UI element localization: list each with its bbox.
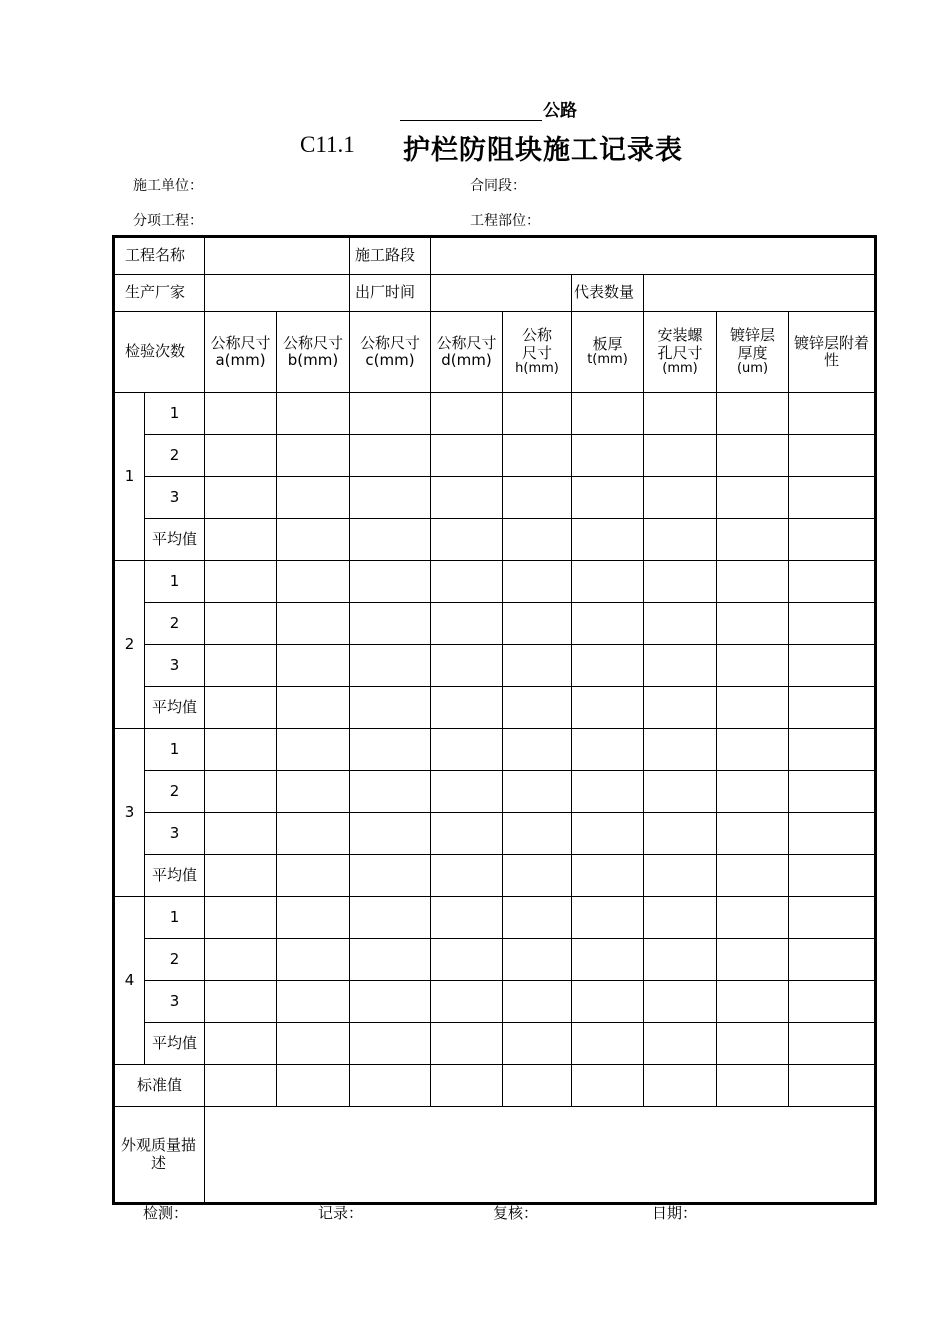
- measurement-cell[interactable]: [503, 855, 572, 897]
- col-t-line2: t(mm): [587, 352, 628, 368]
- manufacturer-value[interactable]: [205, 275, 350, 312]
- form-code: C11.1: [300, 132, 355, 157]
- measurement-cell[interactable]: [644, 897, 717, 939]
- measurement-cell[interactable]: [503, 897, 572, 939]
- measurement-cell[interactable]: [277, 645, 350, 687]
- contract-section-label: 合同段：: [470, 178, 526, 194]
- table-row: [115, 477, 875, 519]
- measurement-cell[interactable]: [205, 687, 277, 729]
- measurement-cell[interactable]: [431, 981, 503, 1023]
- measurement-cell[interactable]: [717, 687, 789, 729]
- measurement-cell[interactable]: [717, 1023, 789, 1065]
- measurement-cell[interactable]: [277, 855, 350, 897]
- measurement-cell[interactable]: [277, 393, 350, 435]
- measurement-cell[interactable]: [503, 981, 572, 1023]
- measurement-cell[interactable]: [717, 435, 789, 477]
- measurement-cell[interactable]: [205, 519, 277, 561]
- table-row: [115, 1023, 875, 1065]
- col-bolt-line3: (mm): [662, 360, 698, 376]
- measurement-cell[interactable]: [205, 729, 277, 771]
- measurement-cell[interactable]: [789, 561, 875, 603]
- standard-cell[interactable]: [572, 1065, 644, 1107]
- form-title: 护栏防阻块施工记录表: [403, 135, 683, 166]
- measurement-cell[interactable]: [503, 729, 572, 771]
- measurement-cell[interactable]: [431, 939, 503, 981]
- measurement-cell[interactable]: [205, 603, 277, 645]
- col-h-line1: 公称: [521, 326, 552, 345]
- measurement-cell[interactable]: [572, 561, 644, 603]
- measurement-cell[interactable]: [572, 855, 644, 897]
- measurement-cell[interactable]: [350, 477, 431, 519]
- measurement-cell[interactable]: [789, 519, 875, 561]
- measurement-cell[interactable]: [503, 1023, 572, 1065]
- measurement-cell[interactable]: [789, 603, 875, 645]
- row-label: 1: [145, 729, 205, 771]
- measurement-cell[interactable]: [431, 519, 503, 561]
- standard-cell[interactable]: [205, 1065, 277, 1107]
- measurement-cell[interactable]: [789, 729, 875, 771]
- measurement-cell[interactable]: [644, 603, 717, 645]
- measurement-cell[interactable]: [644, 771, 717, 813]
- row-label: 2: [145, 939, 205, 981]
- measurement-cell[interactable]: [789, 435, 875, 477]
- col-h-line3: h(mm): [515, 360, 559, 376]
- measurement-cell[interactable]: [205, 645, 277, 687]
- standard-cell[interactable]: [431, 1065, 503, 1107]
- measurement-cell[interactable]: [717, 603, 789, 645]
- table-row: [115, 687, 875, 729]
- measurement-cell[interactable]: [431, 897, 503, 939]
- measurement-cell[interactable]: [350, 435, 431, 477]
- measurement-cell[interactable]: [789, 1023, 875, 1065]
- row-label: 3: [145, 477, 205, 519]
- measurement-cell[interactable]: [644, 393, 717, 435]
- measurement-cell[interactable]: [431, 1023, 503, 1065]
- table-row: [115, 645, 875, 687]
- col-bolt-line2: 孔尺寸: [657, 343, 703, 362]
- measurement-cell[interactable]: [717, 813, 789, 855]
- measurement-cell[interactable]: [789, 393, 875, 435]
- measurement-cell[interactable]: [717, 771, 789, 813]
- col-bolt-header: [644, 312, 717, 393]
- measurement-cell[interactable]: [572, 393, 644, 435]
- measurement-cell[interactable]: [717, 477, 789, 519]
- measurement-cell[interactable]: [205, 897, 277, 939]
- measurement-cell[interactable]: [277, 477, 350, 519]
- standard-cell[interactable]: [644, 1065, 717, 1107]
- measurement-cell[interactable]: [431, 435, 503, 477]
- table-row: [115, 435, 875, 477]
- table-row: [115, 771, 875, 813]
- project-part-label: 工程部位：: [470, 213, 540, 229]
- measurement-cell[interactable]: [350, 519, 431, 561]
- measurement-cell[interactable]: [789, 645, 875, 687]
- measurement-cell[interactable]: [277, 435, 350, 477]
- measurement-cell[interactable]: [789, 477, 875, 519]
- measurement-cell[interactable]: [350, 897, 431, 939]
- measurement-cell[interactable]: [431, 393, 503, 435]
- measurement-cell[interactable]: [644, 645, 717, 687]
- table-row: [115, 729, 875, 771]
- manufacturer-label: 生产厂家: [115, 275, 205, 312]
- table-row: [115, 855, 875, 897]
- measurement-cell[interactable]: [205, 855, 277, 897]
- measurement-cell[interactable]: [717, 729, 789, 771]
- col-zinc-thickness-header: [717, 312, 789, 393]
- col-c-header: 公称尺寸c(mm): [350, 312, 431, 393]
- measurement-cell[interactable]: [503, 561, 572, 603]
- measurement-cell[interactable]: [350, 393, 431, 435]
- col-zinc-line2: 厚度: [737, 343, 768, 362]
- quantity-label: 代表数量: [572, 275, 644, 312]
- table-row: [115, 561, 875, 603]
- row-label: 3: [145, 981, 205, 1023]
- factory-time-value[interactable]: [431, 275, 572, 312]
- measurement-cell[interactable]: [205, 813, 277, 855]
- appearance-description-field[interactable]: [205, 1107, 875, 1203]
- tester-label: 检测：: [143, 1204, 189, 1222]
- measurement-cell[interactable]: [572, 645, 644, 687]
- measurement-cell[interactable]: [644, 729, 717, 771]
- measurement-cell[interactable]: [205, 393, 277, 435]
- measurement-cell[interactable]: [431, 813, 503, 855]
- measurement-cell[interactable]: [350, 981, 431, 1023]
- measurement-cell[interactable]: [644, 939, 717, 981]
- measurement-cell[interactable]: [431, 603, 503, 645]
- standard-cell[interactable]: [277, 1065, 350, 1107]
- row-label: 1: [145, 561, 205, 603]
- measurement-cell[interactable]: [572, 813, 644, 855]
- measurement-cell[interactable]: [503, 813, 572, 855]
- measurement-cell[interactable]: [503, 435, 572, 477]
- date-label: 日期：: [652, 1204, 698, 1222]
- measurement-cell[interactable]: [350, 729, 431, 771]
- measurement-cell[interactable]: [572, 729, 644, 771]
- table-row: [115, 603, 875, 645]
- standard-cell[interactable]: [717, 1065, 789, 1107]
- row-label: 平均值: [145, 687, 205, 729]
- measurement-cell[interactable]: [277, 729, 350, 771]
- measurement-cell[interactable]: [277, 687, 350, 729]
- measurement-cell[interactable]: [205, 939, 277, 981]
- measurement-cell[interactable]: [350, 603, 431, 645]
- col-adhesion-header: 镀锌层附着性: [789, 312, 875, 393]
- row-label: 1: [145, 393, 205, 435]
- measurement-cell[interactable]: [717, 939, 789, 981]
- measurement-cell[interactable]: [205, 771, 277, 813]
- measurement-cell[interactable]: [205, 435, 277, 477]
- record-table: [112, 235, 877, 1205]
- group-number: 3: [115, 729, 145, 897]
- measurement-cell[interactable]: [572, 687, 644, 729]
- measurement-cell[interactable]: [205, 981, 277, 1023]
- standard-cell[interactable]: [350, 1065, 431, 1107]
- road-suffix: 公路: [543, 101, 577, 121]
- reviewer-label: 复核：: [493, 1204, 539, 1222]
- measurement-cell[interactable]: [717, 645, 789, 687]
- measurement-cell[interactable]: [644, 981, 717, 1023]
- measurement-cell[interactable]: [350, 645, 431, 687]
- measurement-cell[interactable]: [717, 897, 789, 939]
- measurement-cell[interactable]: [717, 561, 789, 603]
- project-name-value[interactable]: [205, 238, 350, 275]
- measurement-cell[interactable]: [572, 981, 644, 1023]
- group-number: 4: [115, 897, 145, 1065]
- measurement-cell[interactable]: [503, 393, 572, 435]
- measurement-cell[interactable]: [503, 771, 572, 813]
- measurement-cell[interactable]: [431, 561, 503, 603]
- measurement-cell[interactable]: [431, 645, 503, 687]
- measurement-cell[interactable]: [789, 939, 875, 981]
- measurement-cell[interactable]: [644, 519, 717, 561]
- row-label: 2: [145, 771, 205, 813]
- measurement-cell[interactable]: [572, 1023, 644, 1065]
- measurement-cell[interactable]: [572, 771, 644, 813]
- measurement-cell[interactable]: [277, 981, 350, 1023]
- measurement-cell[interactable]: [350, 687, 431, 729]
- standard-cell[interactable]: [789, 1065, 875, 1107]
- measurement-cell[interactable]: [350, 771, 431, 813]
- recorder-label: 记录：: [318, 1204, 364, 1222]
- measurement-cell[interactable]: [644, 855, 717, 897]
- table-row: [115, 981, 875, 1023]
- group-number: 1: [115, 393, 145, 561]
- measurement-cell[interactable]: [431, 477, 503, 519]
- table-row: [115, 897, 875, 939]
- measurement-cell[interactable]: [350, 855, 431, 897]
- measurement-cell[interactable]: [789, 687, 875, 729]
- construction-unit-label: 施工单位：: [133, 178, 203, 194]
- measurement-cell[interactable]: [789, 855, 875, 897]
- measurement-cell[interactable]: [277, 939, 350, 981]
- measurement-cell[interactable]: [789, 813, 875, 855]
- measurement-cell[interactable]: [277, 771, 350, 813]
- measurement-cell[interactable]: [503, 519, 572, 561]
- group-number: 2: [115, 561, 145, 729]
- measurement-cell[interactable]: [503, 687, 572, 729]
- measurement-cell[interactable]: [572, 435, 644, 477]
- measurement-cell[interactable]: [205, 477, 277, 519]
- measurement-cell[interactable]: [431, 855, 503, 897]
- appearance-label: 外观质量描述: [115, 1107, 205, 1203]
- measurement-cell[interactable]: [277, 897, 350, 939]
- col-d-header: 公称尺寸d(mm): [431, 312, 503, 393]
- factory-time-label: 出厂时间: [350, 275, 431, 312]
- row-label: 1: [145, 897, 205, 939]
- measurement-cell[interactable]: [350, 1023, 431, 1065]
- col-h-line2: 尺寸: [521, 343, 552, 362]
- measurement-cell[interactable]: [789, 897, 875, 939]
- col-bolt-line1: 安装螺: [657, 326, 703, 345]
- standard-cell[interactable]: [503, 1065, 572, 1107]
- measurement-cell[interactable]: [205, 1023, 277, 1065]
- measurement-cell[interactable]: [644, 1023, 717, 1065]
- measurement-cell[interactable]: [789, 981, 875, 1023]
- row-label: 平均值: [145, 519, 205, 561]
- measurement-cell[interactable]: [644, 813, 717, 855]
- road-section-value[interactable]: [431, 238, 875, 275]
- inspection-groups: [115, 393, 875, 1065]
- table-row: [115, 519, 875, 561]
- measurement-cell[interactable]: [572, 939, 644, 981]
- measurement-cell[interactable]: [277, 561, 350, 603]
- measurement-cell[interactable]: [717, 393, 789, 435]
- measurement-cell[interactable]: [644, 561, 717, 603]
- measurement-cell[interactable]: [277, 603, 350, 645]
- measurement-cell[interactable]: [644, 687, 717, 729]
- col-t-line1: 板厚: [592, 334, 623, 353]
- measurement-cell[interactable]: [717, 855, 789, 897]
- measurement-cell[interactable]: [644, 477, 717, 519]
- measurement-cell[interactable]: [503, 477, 572, 519]
- measurement-cell[interactable]: [717, 981, 789, 1023]
- road-section-label: 施工路段: [350, 238, 431, 275]
- measurement-cell[interactable]: [572, 477, 644, 519]
- road-name-line: [400, 96, 577, 121]
- measurement-cell[interactable]: [277, 519, 350, 561]
- measurement-cell[interactable]: [572, 897, 644, 939]
- standard-value-label: 标准值: [115, 1065, 205, 1107]
- measurement-cell[interactable]: [350, 939, 431, 981]
- project-name-label: 工程名称: [115, 238, 205, 275]
- measurement-cell[interactable]: [644, 435, 717, 477]
- col-b-header: 公称尺寸b(mm): [277, 312, 350, 393]
- sub-project-label: 分项工程：: [133, 213, 203, 229]
- measurement-cell[interactable]: [789, 771, 875, 813]
- measurement-cell[interactable]: [205, 561, 277, 603]
- measurement-cell[interactable]: [350, 813, 431, 855]
- measurement-cell[interactable]: [503, 603, 572, 645]
- measurement-cell[interactable]: [717, 519, 789, 561]
- measurement-cell[interactable]: [431, 771, 503, 813]
- table-row: [115, 393, 875, 435]
- measurement-cell[interactable]: [350, 561, 431, 603]
- measurement-cell[interactable]: [431, 687, 503, 729]
- measurement-cell[interactable]: [431, 729, 503, 771]
- measurement-cell[interactable]: [503, 939, 572, 981]
- table-row: [115, 939, 875, 981]
- col-t-header: [572, 312, 644, 393]
- quantity-value[interactable]: [644, 275, 875, 312]
- col-zinc-line3: (um): [736, 360, 769, 376]
- row-label: 3: [145, 813, 205, 855]
- measurement-cell[interactable]: [572, 603, 644, 645]
- road-name-blank[interactable]: [400, 104, 542, 121]
- row-label: 2: [145, 603, 205, 645]
- col-a-header: 公称尺寸a(mm): [205, 312, 277, 393]
- table-row: [115, 813, 875, 855]
- row-label: 2: [145, 435, 205, 477]
- row-label: 平均值: [145, 1023, 205, 1065]
- measurement-cell[interactable]: [277, 813, 350, 855]
- measurement-cell[interactable]: [277, 1023, 350, 1065]
- inspection-count-header: 检验次数: [115, 312, 205, 393]
- measurement-cell[interactable]: [572, 519, 644, 561]
- measurement-cell[interactable]: [503, 645, 572, 687]
- col-zinc-line1: 镀锌层: [729, 326, 775, 345]
- row-label: 平均值: [145, 855, 205, 897]
- col-h-header: [503, 312, 572, 393]
- row-label: 3: [145, 645, 205, 687]
